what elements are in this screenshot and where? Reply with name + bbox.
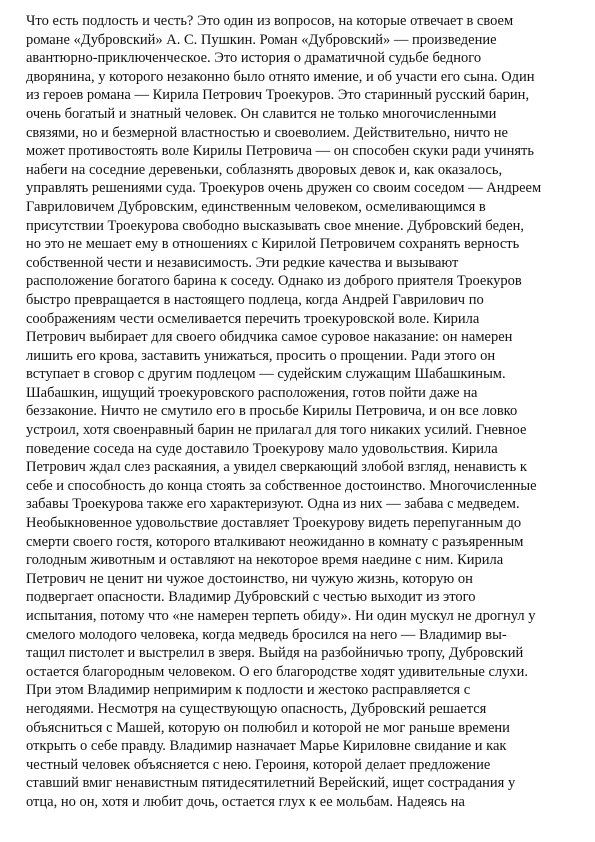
text-line: смерти своего гостя, которого вталкивают неожиданно в комнату с разъяренным	[26, 533, 524, 550]
text-line: Шабашкин, ищущий троекуровского расположения, готов пойти даже на	[26, 384, 478, 401]
text-line: испытания, потому что «не намерен терпеть обиду». Ни один мускул не дрогнул у	[26, 608, 536, 624]
text-line: объясниться с Машей, которую он полюбил и которой не мог раньше времени	[26, 719, 510, 736]
text-line: остается благородным человеком. О его благородстве ходят удивительные слухи.	[26, 663, 529, 680]
text-line: себе и способность до конца стоять за собственное достоинство. Многочисленные	[26, 477, 537, 494]
text-line: Петрович не ценит ни чужое достоинство, ни чужую жизнь, которую он	[26, 570, 473, 587]
text-line: открыть о себе правду. Владимир назначает Марье Кириловне свидание и как	[26, 738, 507, 755]
text-line: честный человек объясняется с нею. Героиня, которой делает предложение	[26, 756, 491, 773]
text-line: расположение богатого барина к соседу. Однако из доброго приятеля Троекуров	[26, 273, 522, 290]
text-line: смелого молодого человека, когда медведь бросился на него — Владимир вы-	[26, 626, 507, 643]
text-line: очень богатый и знатный человек. Он славится не только многочисленными	[26, 105, 497, 122]
text-line: вступает в сговор с другим подлецом — судейским служащим Шабашкиным.	[26, 366, 506, 383]
text-line: Петрович ждал слез раскаяния, а увидел сверкающий злобой взгляд, ненависть к	[26, 459, 527, 476]
text-line: но это не мешает ему в отношениях с Кирилой Петровичем сохранять верность	[26, 236, 520, 253]
text-line: голодным животным и оставляют на некоторое время наедине с ним. Кирила	[26, 552, 504, 569]
text-line: быстро превращается в настоящего подлеца, когда Андрей Гаврилович по	[26, 291, 484, 308]
text-line: беззаконие. Ничто не смутило его в просьбе Кирилы Петровича, и он все ловко	[26, 403, 518, 420]
text-line: Необыкновенное удовольствие доставляет Троекурову видеть перепуганным до	[26, 515, 522, 532]
text-line: связями, но и безмерной властностью и своеволием. Действительно, ничто не	[26, 124, 508, 141]
text-line: может противостоять воле Кирилы Петровича — он способен скуки ради учинять	[26, 143, 534, 160]
text-line: романе «Дубровский» А. С. Пушкин. Роман «Дубровский» — произведение	[26, 31, 497, 48]
text-line: собственной чести и независимость. Эти редкие качества и вызывают	[26, 254, 459, 271]
text-line: отца, но он, хотя и любит дочь, остается глух к ее мольбам. Надеясь на	[26, 793, 465, 810]
text-line: Что есть подлость и честь? Это один из вопросов, на которые отвечает в своем	[26, 13, 514, 29]
text-line: авантюрно-приключенческое. Это история о драматичной судьбе бедного	[26, 50, 482, 67]
text-line: подвергает опасности. Владимир Дубровский с честью выходит из этого	[26, 589, 476, 606]
text-line: поведение соседа на суде доставило Троекурову мало удовольствия. Кирила	[26, 440, 498, 457]
text-line: соображениям чести осмеливается перечить троекуровской воле. Кирила	[26, 310, 480, 327]
essay-text-block	[26, 12, 586, 812]
text-line: Петрович выбирает для своего обидчика самое суровое наказание: он намерен	[26, 329, 513, 346]
text-line: негодяями. Несмотря на существующую опасность, Дубровский решается	[26, 700, 487, 717]
text-line: дворянина, у которого незаконно было отнято имение, и об участи его сына. Один	[26, 68, 535, 85]
text-line: управлять решениями суда. Троекуров очень дружен со своим соседом — Андреем	[26, 180, 542, 197]
text-line: тащил пистолет и выстрелил в зверя. Выйдя на разбойничью тропу, Дубровский	[26, 645, 524, 662]
text-line: присутствии Троекурова свободно высказывать свое мнение. Дубровский беден,	[26, 217, 525, 234]
text-line: забавы Троекурова также его характеризуют. Одна из них — забава с медведем.	[26, 496, 520, 513]
text-line: лишить его крова, заставить унижаться, просить о прощении. Ради этого он	[26, 347, 496, 364]
text-line: устроил, хотя своенравный барин не прилагал для того никаких усилий. Гневное	[26, 422, 527, 439]
text-line: Гавриловичем Дубровским, единственным человеком, осмеливающимся в	[26, 198, 486, 215]
text-line: ставший вмиг ненавистным пятидесятилетний Верейский, ищет сострадания у	[26, 775, 516, 792]
text-line: набеги на соседние деревеньки, соблазнять дворовых девок и, как оказалось,	[26, 161, 503, 178]
text-line: из героев романа — Кирила Петрович Троекуров. Это старинный русский барин,	[26, 87, 530, 104]
text-line: При этом Владимир непримирим к подлости и жестоко расправляется с	[26, 682, 471, 699]
